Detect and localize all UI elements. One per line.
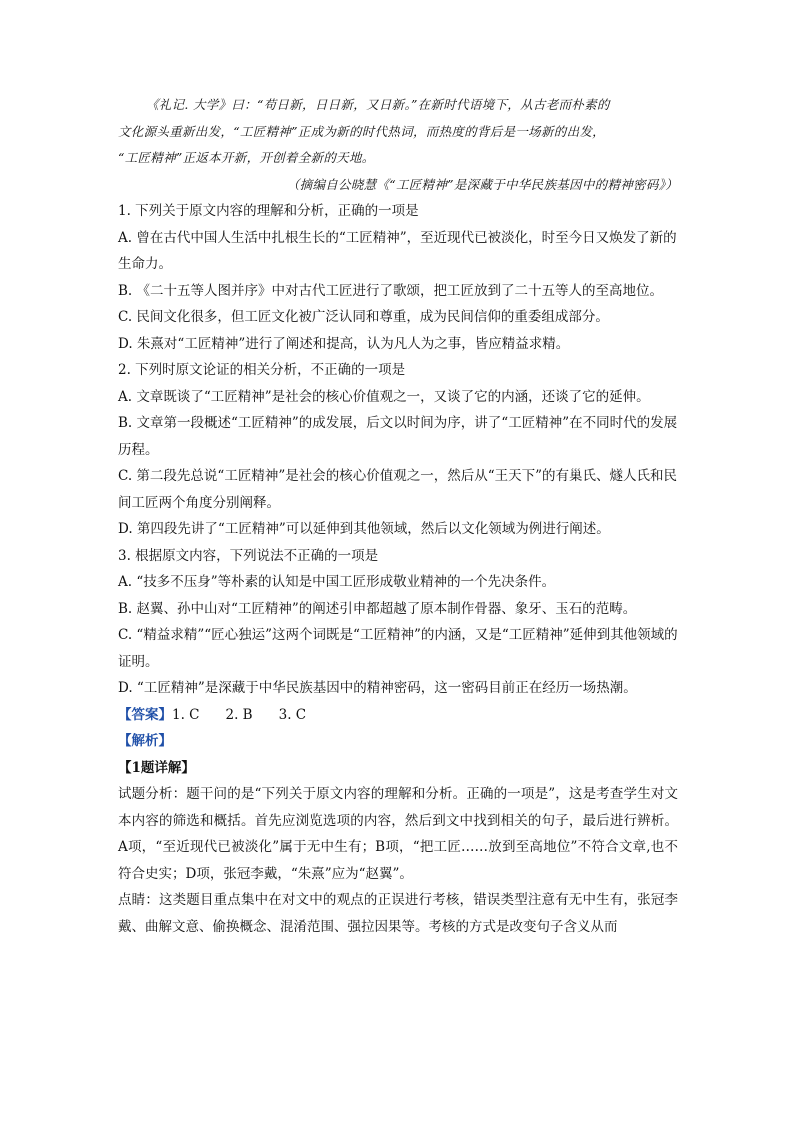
passage-source: （摘编自公晓慧《“工匠精神”是深藏于中华民族基因中的精神密码》） [286,176,678,192]
document-page [118,92,678,940]
option-a: A. 文章既谈了“工匠精神”是社会的核心价值观之一，又谈了它的内涵，还谈了它的延伸。 [118,388,650,405]
option-d: D. “工匠精神”是深藏于中华民族基因中的精神密码，这一密码目前正在经历一场热潮。 [118,680,637,696]
option-c: C. 第二段先总说“工匠精神”是社会的核心价值观之一，然后从“王天下”的有巢氏、燧人氏和民间工匠两个角度分别阐释。 [118,468,678,511]
analysis-subtag: 【1题详解】 [118,759,195,776]
option-d: D. 第四段先讲了“工匠精神”可以延伸到其他领域，然后以文化领域为例进行阐述。 [118,521,610,537]
answer-value: 2. B [225,706,253,723]
option-b: B. 文章第一段概述“工匠精神”的成发展，后文以时间为序，讲了“工匠精神”在不同时代的发展历程。 [118,415,678,458]
question-1 [118,198,678,357]
option-b: B. 赵翼、孙中山对“工匠精神”的阐述引申都超越了原本制作骨器、象牙、玉石的范畴。 [118,600,637,617]
analysis-tip: 点睛：这类题目重点集中在对文中的观点的正误进行考核，错误类型注意有无中生有，张冠李戴、曲解文意、偷换概念、混淆范围、强拉因果等。考核的方式是改变句子含义从而 [118,892,678,935]
passage-line-2: 文化源头重新出发，“工匠精神”正成为新的时代热词，而热度的背后是一场新的出发， [118,123,605,139]
answer-value: 3. C [278,706,307,723]
passage-line-1: 《礼记. 大学》曰：“苟日新，日日新，又日新。”在新时代语境下，从古老而朴素的 [146,97,610,112]
option-c: C. “精益求精”“匠心独运”这两个词既是“工匠精神”的内涵，又是“工匠精神”延伸到其他领域的证明。 [118,627,678,670]
passage-line-3: “工匠精神”正返本开新，开创着全新的天地。 [118,150,375,165]
option-c: C. 民间文化很多，但工匠文化被广泛认同和尊重，成为民间信仰的重委组成部分。 [118,309,609,325]
analysis-tag: 【解析】 [118,733,172,749]
option-b: B. 《二十五等人图并序》中对古代工匠进行了歌颂，把工匠放到了二十五等人的至高地位。 [118,282,664,299]
answer-tag: 【答案】 [118,706,172,723]
question-stem: 1. 下列关于原文内容的理解和分析，正确的一项是 [118,203,419,219]
analysis-detail: 试题分析：题干问的是“下列关于原文内容的理解和分析。正确的一项是”，这是考查学生对文本内容的筛选和概括。首先应浏览选项的内容，然后到文中找到相关的句子，最后进行辨析。A项，“至近现代已被淡化”属于无中生有；B项，“把工匠……放到至高地位”不符合文章,也不符合史实；D项，张冠李戴，“朱熹”应为“赵翼”。 [118,786,678,882]
question-2 [118,357,678,543]
option-d: D. 朱熹对“工匠精神”进行了阐述和提高，认为凡人为之事，皆应精益求精。 [118,335,570,352]
question-stem: 3. 根据原文内容，下列说法不正确的一项是 [118,547,379,564]
answer-values [172,707,332,723]
question-3 [118,543,678,702]
answer-line [118,702,678,729]
option-a: A. 曾在古代中国人生活中扎根生长的“工匠精神”，至近现代已被淡化，时至今日又焕发了新的生命力。 [118,229,677,272]
option-a: A. “技多不压身”等朴素的认知是中国工匠形成敬业精神的一个先决条件。 [118,574,556,590]
question-stem: 2. 下列时原文论证的相关分析，不正确的一项是 [118,362,406,378]
answer-value: 1. C [172,706,200,723]
